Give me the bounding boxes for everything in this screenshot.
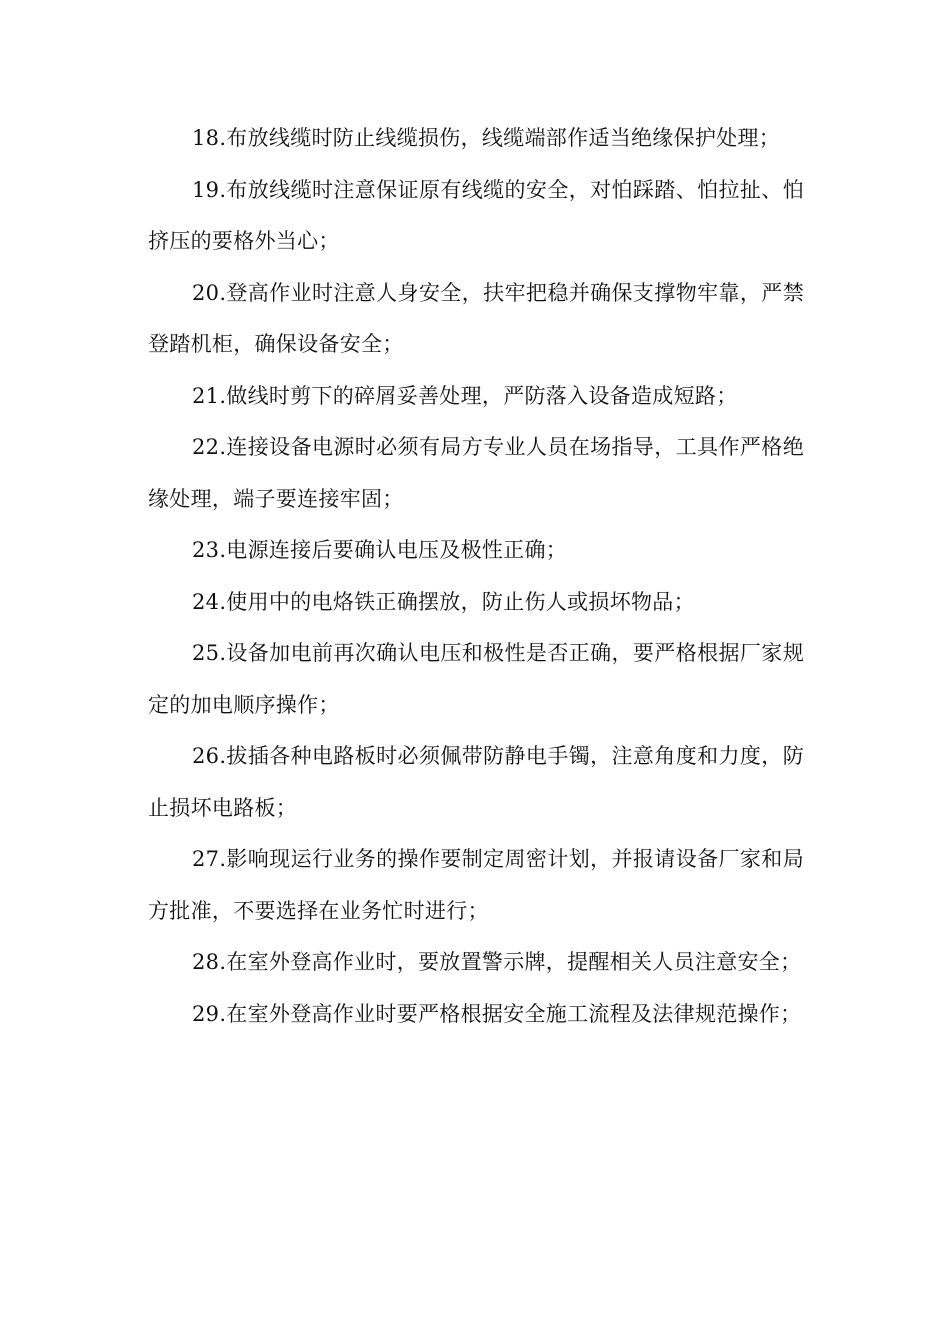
paragraph-item-29: 29.在室外登高作业时要严格根据安全施工流程及法律规范操作；	[192, 1001, 802, 1026]
document-body	[148, 113, 804, 1040]
paragraph-item-23: 23.电源连接后要确认电压及极性正确；	[192, 538, 568, 562]
paragraph-item-22: 22.连接设备电源时必须有局方专业人员在场指导，工具作严格绝缘处理，端子要连接牢固；	[148, 435, 804, 511]
paragraph-item-21: 21.做线时剪下的碎屑妥善处理，严防落入设备造成短路；	[192, 383, 738, 408]
paragraph-item-24: 24.使用中的电烙铁正确摆放，防止伤人或损坏物品；	[192, 589, 695, 614]
paragraph-item-18: 18.布放线缆时防止线缆损伤，线缆端部作适当绝缘保护处理；	[192, 126, 781, 150]
paragraph-item-26: 26.拔插各种电路板时必须佩带防静电手镯，注意角度和力度，防止损坏电路板；	[148, 744, 804, 820]
paragraph-item-19: 19.布放线缆时注意保证原有线缆的安全，对怕踩踏、怕拉扯、怕挤压的要格外当心；	[148, 177, 804, 253]
paragraph-item-25: 25.设备加电前再次确认电压和极性是否正确，要严格根据厂家规定的加电顺序操作；	[148, 641, 804, 717]
paragraph-item-20: 20.登高作业时注意人身安全，扶牢把稳并确保支撑物牢靠，严禁登踏机柜，确保设备安全；	[148, 280, 804, 356]
paragraph-item-27: 27.影响现运行业务的操作要制定周密计划，并报请设备厂家和局方批准，不要选择在业务忙时进行；	[148, 847, 804, 923]
paragraph-item-28: 28.在室外登高作业时，要放置警示牌，提醒相关人员注意安全；	[192, 950, 802, 974]
